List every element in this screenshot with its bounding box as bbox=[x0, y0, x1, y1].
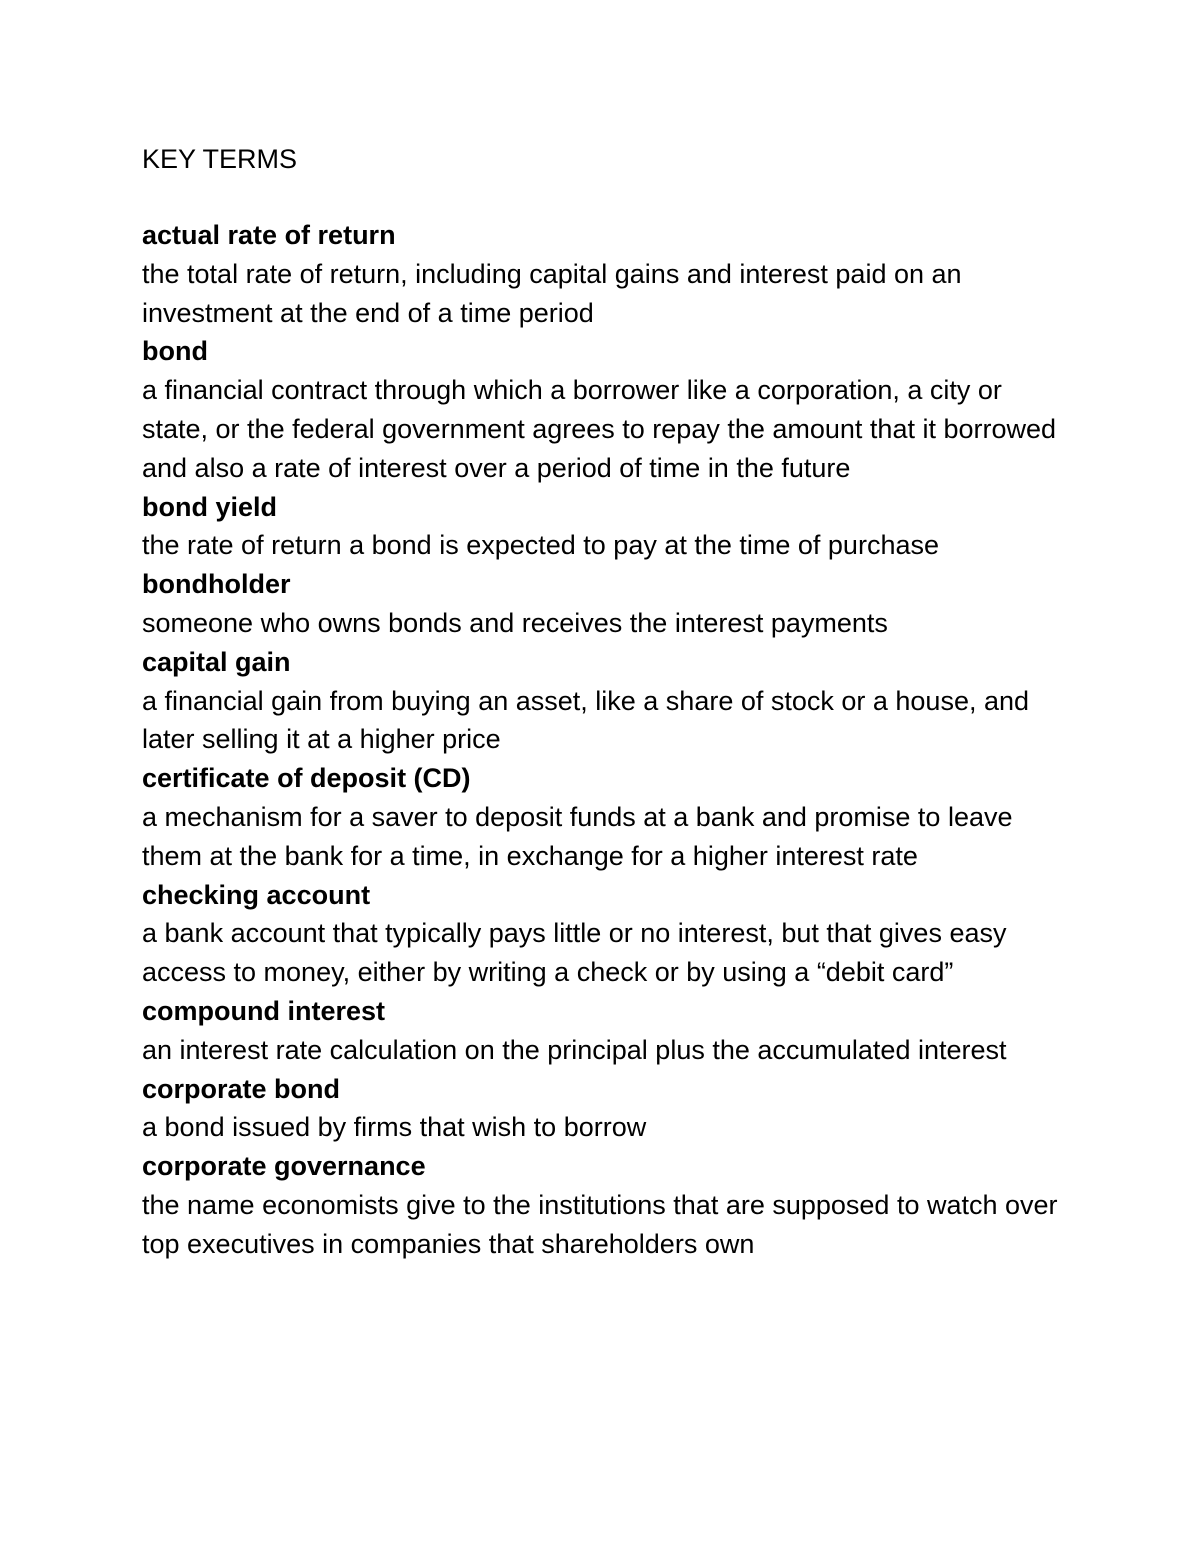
glossary-entry bbox=[142, 876, 1072, 992]
glossary-term: compound interest bbox=[142, 995, 386, 1026]
glossary-entry bbox=[142, 216, 1072, 332]
page-title: KEY TERMS bbox=[142, 144, 298, 174]
glossary-entry bbox=[142, 1147, 1072, 1263]
glossary-definition: a mechanism for a saver to deposit funds at a bank and promise to leave them at the bank for a time, in exchange for a higher interest rate bbox=[142, 801, 1013, 871]
glossary-definition: the rate of return a bond is expected to pay at the time of purchase bbox=[142, 530, 939, 561]
glossary-entry bbox=[142, 488, 1072, 566]
glossary-list bbox=[142, 216, 1072, 1264]
glossary-definition: a bank account that typically pays little or no interest, but that gives easy access to money, either by writing a check or by using a “debit card” bbox=[142, 918, 1007, 988]
glossary-definition: a financial contract through which a borrower like a corporation, a city or state, or the federal government agrees to repay the amount that it borrowed and also a rate of interest over a period of time in the future bbox=[142, 375, 1057, 483]
glossary-entry bbox=[142, 643, 1072, 759]
glossary-definition: an interest rate calculation on the principal plus the accumulated interest bbox=[142, 1034, 1007, 1065]
glossary-term: corporate bond bbox=[142, 1073, 341, 1104]
glossary-term: capital gain bbox=[142, 646, 291, 677]
glossary-term: checking account bbox=[142, 879, 371, 910]
glossary-definition: the name economists give to the institutions that are supposed to watch over top executives in companies that shareholders own bbox=[142, 1189, 1058, 1259]
glossary-definition: the total rate of return, including capital gains and interest paid on an investment at the end of a time period bbox=[142, 258, 962, 328]
glossary-definition: a financial gain from buying an asset, like a share of stock or a house, and later selling it at a higher price bbox=[142, 685, 1030, 755]
glossary-term: corporate governance bbox=[142, 1151, 426, 1182]
glossary-term: bond yield bbox=[142, 491, 277, 522]
glossary-definition: a bond issued by firms that wish to borrow bbox=[142, 1112, 647, 1143]
glossary-entry bbox=[142, 332, 1072, 487]
glossary-entry bbox=[142, 1070, 1072, 1148]
glossary-term: certificate of deposit (CD) bbox=[142, 763, 471, 794]
glossary-entry bbox=[142, 759, 1072, 875]
glossary-definition: someone who owns bonds and receives the interest payments bbox=[142, 607, 888, 638]
glossary-term: bond bbox=[142, 336, 208, 367]
glossary-term: actual rate of return bbox=[142, 220, 396, 250]
glossary-entry bbox=[142, 992, 1072, 1070]
document-page bbox=[142, 140, 1072, 1264]
glossary-term: bondholder bbox=[142, 569, 291, 600]
glossary-entry bbox=[142, 565, 1072, 643]
